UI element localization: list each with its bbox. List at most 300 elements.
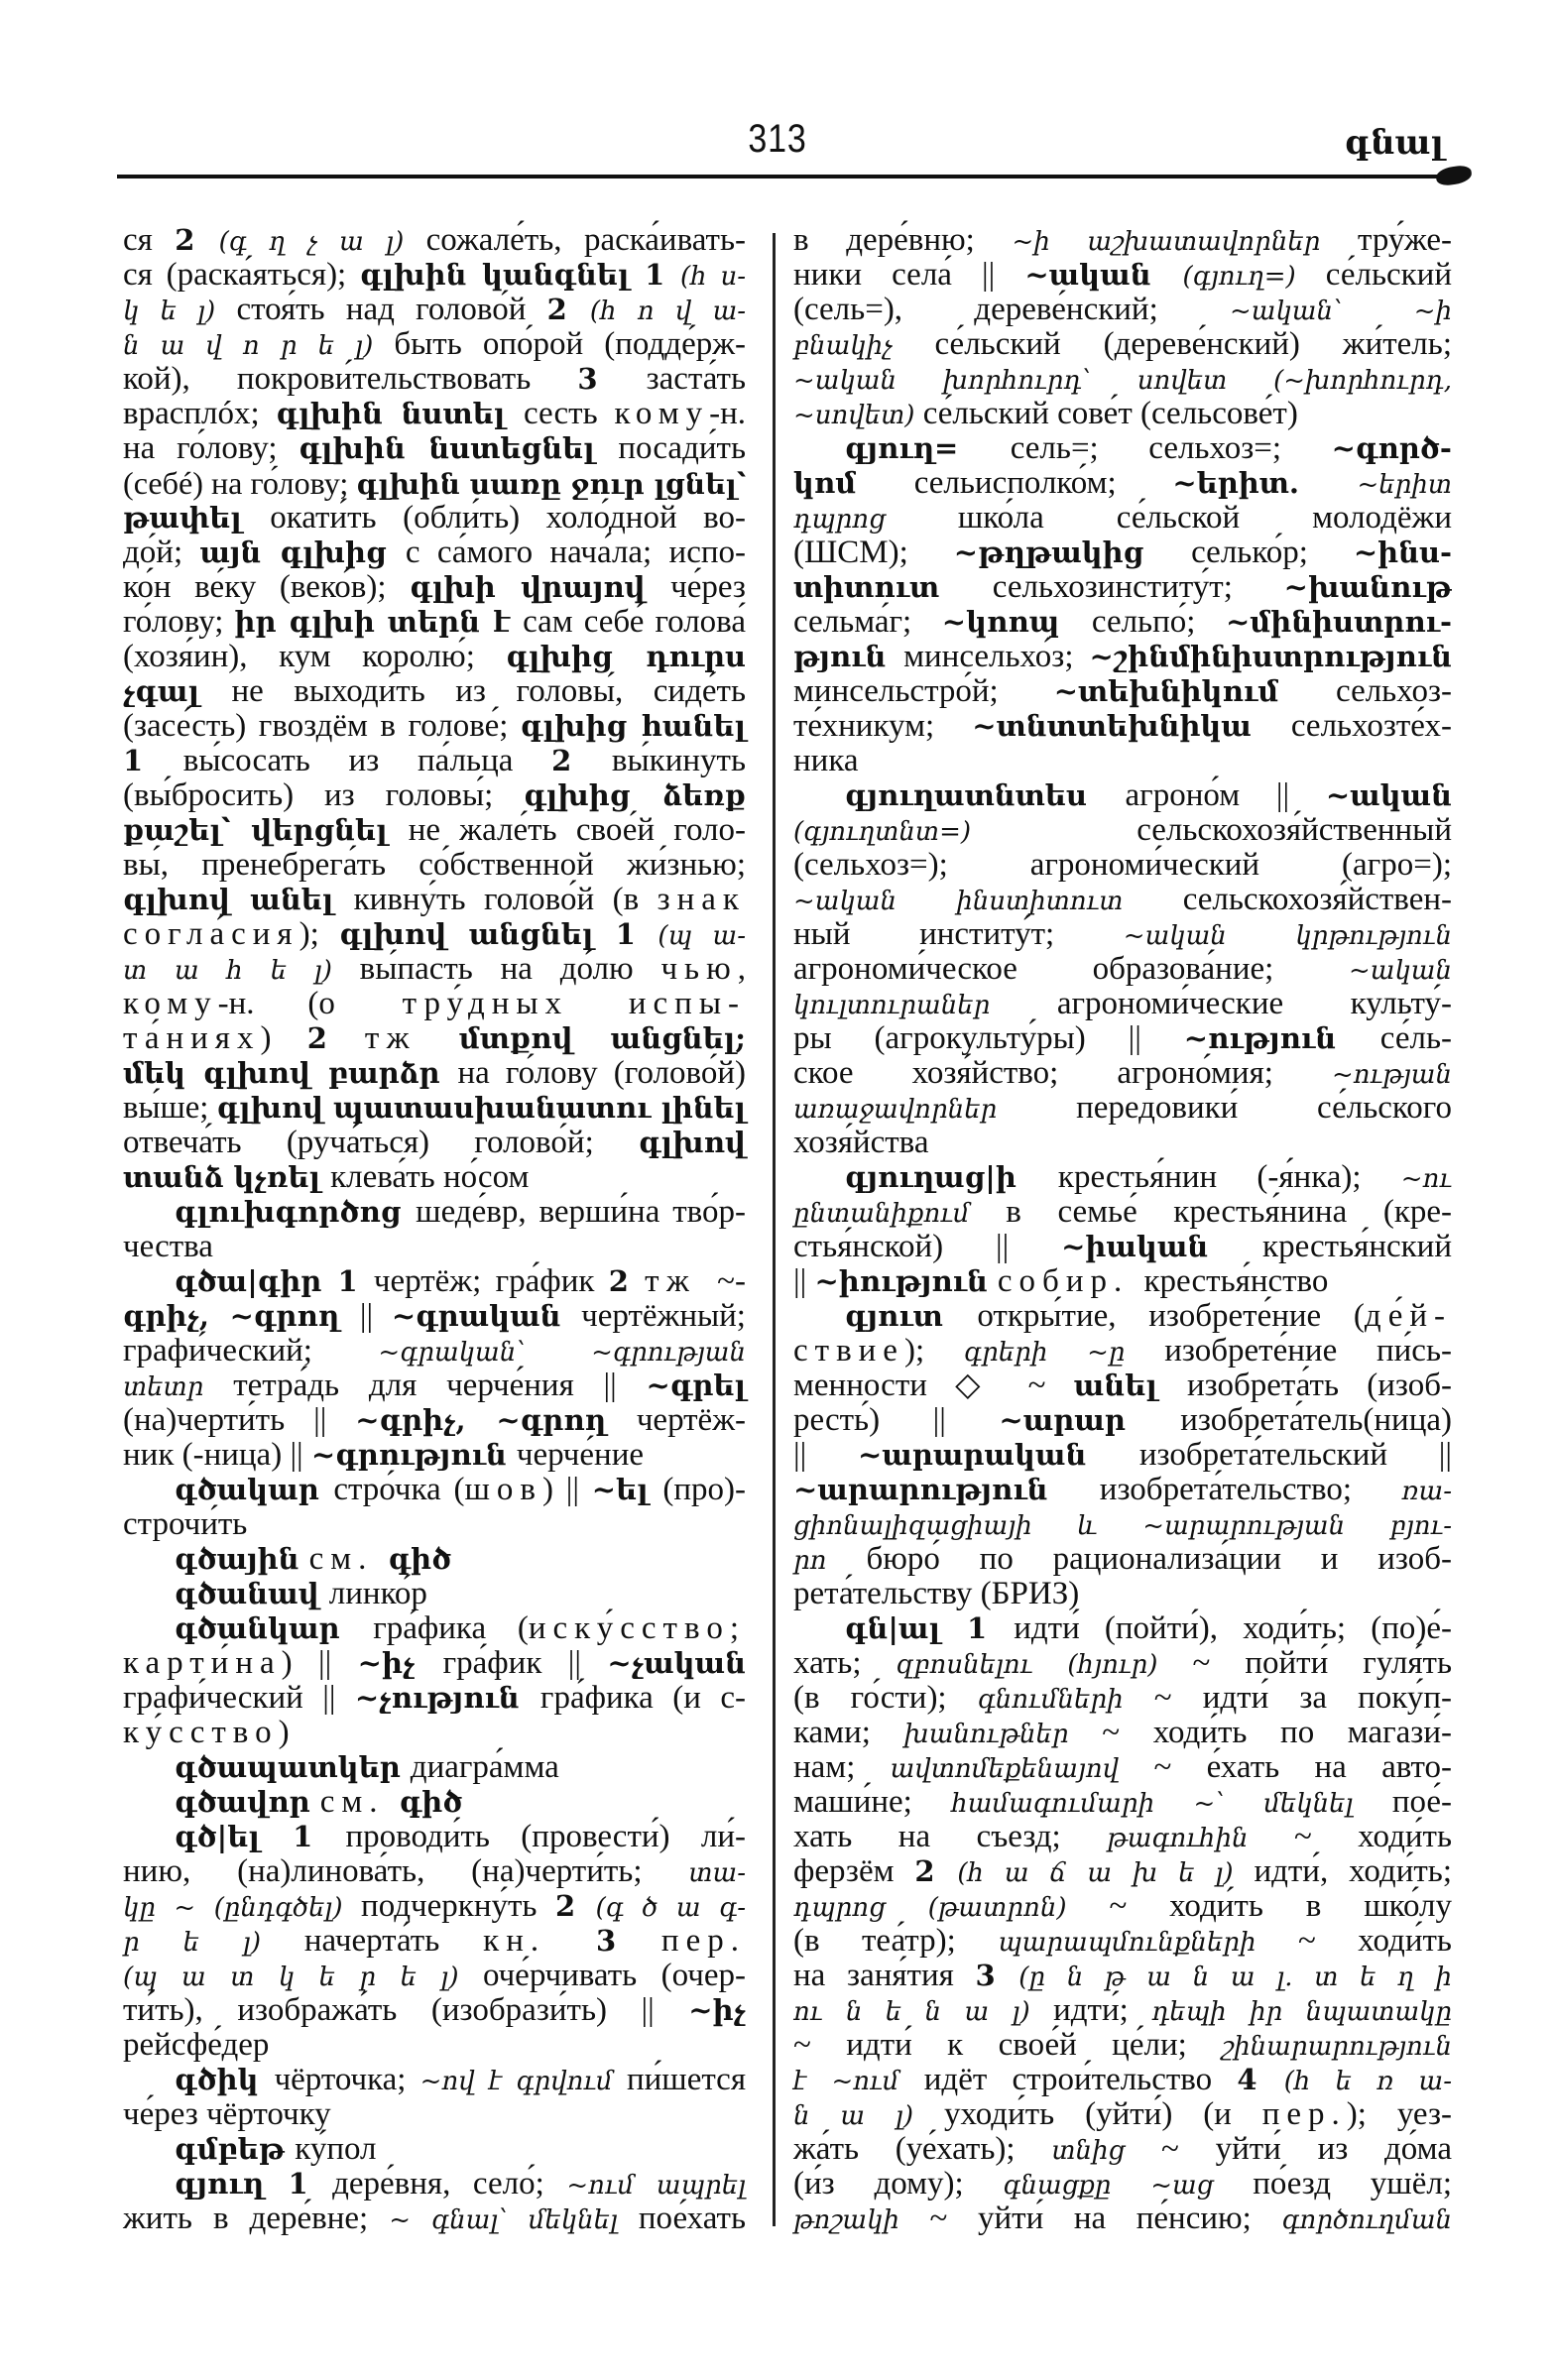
- spaced-label: согла́сия: [123, 916, 299, 952]
- armenian-italic: կուլտուրաներ: [793, 991, 1057, 1020]
- armenian-headword: գլխով: [639, 1126, 746, 1159]
- armenian-headword: գլխից ձեռք: [524, 778, 746, 812]
- armenian-italic: (գյուղտնտ=): [793, 817, 1137, 847]
- armenian-italic: ավտոմեքենայով: [890, 1754, 1154, 1784]
- russian-text: передовики́ се́льского: [1076, 1090, 1452, 1126]
- dictionary-line: [123, 1126, 746, 1160]
- russian-text: с са́мого нача́ла; испо-: [405, 535, 746, 570]
- russian-text: откры́тие, изобрете́ние (: [977, 1298, 1365, 1334]
- russian-text: нам;: [793, 1749, 891, 1785]
- dictionary-line: [793, 223, 1452, 258]
- russian-text: чертёж; гра́фик: [373, 1263, 609, 1299]
- russian-text: рета́тельству (БРИЗ): [793, 1576, 1080, 1611]
- armenian-italic: կ ե լ): [123, 297, 237, 326]
- russian-text: ~ е́хать на авто-: [1153, 1749, 1453, 1785]
- russian-text: се́льский: [1325, 257, 1452, 293]
- russian-text: че́рез: [670, 569, 746, 605]
- dictionary-line: [793, 640, 1452, 674]
- dictionary-line: [123, 1577, 746, 1611]
- left-column: [123, 223, 746, 2236]
- russian-text: на го́лову;: [123, 430, 299, 466]
- armenian-italic: ր ե լ): [123, 1928, 304, 1958]
- right-column: [793, 223, 1452, 2236]
- dictionary-line: [123, 1542, 746, 1577]
- armenian-italic: (պ ա տ կ ե ր ե լ): [123, 1963, 483, 1992]
- russian-text: ) ||: [281, 1645, 358, 1681]
- spaced-label: см.: [308, 1541, 389, 1577]
- armenian-italic: ~ական կրթություն: [1123, 921, 1452, 951]
- armenian-headword: ~գրություն: [310, 1438, 517, 1472]
- russian-text: селько́р;: [1191, 535, 1354, 570]
- armenian-headword: 3: [577, 362, 647, 396]
- armenian-headword: ~ել: [591, 1473, 663, 1506]
- russian-text: маши́не;: [793, 1784, 952, 1820]
- armenian-headword: գլխին սառը ջուր լցնել՝: [356, 467, 746, 501]
- russian-text: минсельхо́з;: [903, 639, 1090, 674]
- dictionary-line: [123, 1716, 746, 1750]
- russian-text: сельхоз-: [1336, 673, 1452, 709]
- armenian-headword: 1: [123, 744, 183, 777]
- russian-text: по́езд ушёл;: [1253, 2166, 1452, 2202]
- russian-text: рейсфе́дер: [123, 2027, 270, 2063]
- armenian-italic: տետր: [123, 1372, 234, 1402]
- dictionary-line: [123, 1438, 746, 1473]
- russian-text: крестья́нин (-я́нка);: [1057, 1159, 1401, 1195]
- russian-text: сельхозте́х-: [1290, 708, 1452, 744]
- armenian-headword: կոմ: [793, 466, 914, 500]
- russian-text: ся (раска́яться);: [123, 257, 361, 293]
- armenian-headword: գծանկար: [175, 1611, 374, 1645]
- armenian-italic: ~ական: [1349, 956, 1452, 986]
- dictionary-line: [123, 2202, 746, 2236]
- dictionary-line: [793, 952, 1452, 987]
- russian-text: в дере́вню;: [793, 222, 1013, 258]
- dictionary-line: [793, 1230, 1452, 1264]
- dictionary-line: [123, 466, 746, 501]
- russian-text: агрономи́ческое образова́ние;: [793, 951, 1350, 987]
- russian-text: вы́пасть на до́лю: [359, 951, 661, 987]
- armenian-headword: ~շինմինիստրություն: [1089, 640, 1452, 673]
- dictionary-line: [123, 883, 746, 917]
- dictionary-line: [793, 1264, 1452, 1299]
- armenian-headword: գյուղատնտես: [845, 778, 1126, 812]
- russian-text: сельисполко́м;: [913, 465, 1173, 501]
- dictionary-line: [793, 1368, 1452, 1403]
- spaced-label: о тру́дных испы-: [318, 986, 747, 1021]
- russian-text: оче́рчивать (очер-: [482, 1958, 746, 1993]
- russian-text: шко́ла се́льской молодёжи: [957, 500, 1452, 536]
- russian-text: диагра́мма: [410, 1749, 559, 1785]
- armenian-headword: ~ական: [1024, 258, 1183, 292]
- dictionary-line: [123, 778, 746, 813]
- armenian-headword: ~թղթակից: [953, 536, 1192, 569]
- dictionary-line: [793, 1160, 1452, 1195]
- dictionary-line: [123, 536, 746, 570]
- armenian-headword: գծապատկեր: [175, 1750, 411, 1784]
- dictionary-line: [793, 605, 1452, 640]
- dictionary-line: [123, 570, 746, 605]
- spaced-label: тж: [364, 1020, 459, 1056]
- armenian-headword: տիտուտ: [793, 570, 993, 604]
- russian-text: врасплóх;: [123, 396, 277, 431]
- dictionary-line: [123, 813, 746, 848]
- armenian-headword: չգալ: [123, 674, 232, 708]
- armenian-italic: տա-: [688, 1858, 746, 1888]
- russian-text: хать;: [793, 1645, 897, 1681]
- armenian-headword: 2: [555, 1889, 596, 1923]
- armenian-italic: համագումարի ~՝ մեկնել: [951, 1789, 1392, 1819]
- armenian-headword: 2: [551, 744, 612, 777]
- russian-text: строчи́ть: [123, 1506, 248, 1542]
- armenian-italic: բնակիչ: [793, 331, 935, 361]
- dictionary-line: [793, 1889, 1452, 1924]
- armenian-headword: գն|ալ 1: [845, 1611, 1015, 1645]
- dictionary-line: [793, 709, 1452, 744]
- russian-text: (засе́сть) гвоздём в голове́;: [123, 708, 521, 744]
- dictionary-line: [793, 1820, 1452, 1854]
- armenian-headword: գիծ: [388, 1542, 452, 1576]
- armenian-headword: ~երիտ.: [1172, 466, 1358, 500]
- dictionary-line: [123, 1646, 746, 1681]
- russian-text: стья́нской) ||: [793, 1229, 1062, 1264]
- russian-text: посади́ть: [618, 430, 746, 466]
- armenian-headword: ~իական: [1061, 1230, 1263, 1263]
- dictionary-line: [793, 1195, 1452, 1230]
- dictionary-line: [123, 1160, 746, 1195]
- armenian-headword: գծ|ել 1: [175, 1820, 346, 1853]
- dictionary-line: [123, 501, 746, 536]
- armenian-headword: ~գրել: [646, 1368, 746, 1402]
- dictionary-line: [793, 2132, 1452, 2167]
- russian-text: ~ ходи́ть в шко́лу: [1109, 1888, 1452, 1924]
- spaced-label: карти́на: [123, 1645, 282, 1681]
- armenian-headword: գլխից հանել: [520, 709, 746, 743]
- dictionary-line: [123, 2063, 746, 2097]
- russian-text: се́льский сове́т (сельсове́т): [922, 396, 1298, 431]
- dictionary-line: [123, 1403, 746, 1438]
- spaced-label: ку́сство: [123, 1715, 279, 1750]
- dictionary-line: [123, 1924, 746, 1959]
- spaced-label: знак: [657, 882, 746, 917]
- armenian-italic: ն ա վ ո ր ե լ): [123, 331, 395, 361]
- russian-text: ры (агрокульту́ры) ||: [793, 1020, 1184, 1056]
- russian-text: пое́-: [1391, 1784, 1453, 1820]
- dictionary-line: [793, 1542, 1452, 1577]
- armenian-headword: գլխին կանգնել 1: [360, 258, 680, 292]
- armenian-headword: քաշել՝ վերցնել: [123, 813, 409, 847]
- armenian-headword: 2: [914, 1854, 958, 1888]
- armenian-headword: գլխից դուրս: [506, 640, 746, 673]
- armenian-italic: ~ության: [1331, 1060, 1452, 1090]
- russian-text: вы́кинуть: [611, 743, 746, 778]
- armenian-italic: տ ա հ ե լ): [123, 956, 360, 986]
- russian-text: ками;: [793, 1715, 904, 1750]
- russian-text: сельма́г;: [793, 604, 942, 640]
- dictionary-line: [123, 2028, 746, 2063]
- dictionary-line: [123, 1820, 746, 1854]
- russian-text: чёрточка;: [274, 2062, 420, 2097]
- russian-text: ): [260, 1020, 307, 1056]
- dictionary-line: [793, 1854, 1452, 1889]
- dictionary-line: [793, 2028, 1452, 2063]
- dictionary-line: [793, 1021, 1452, 1056]
- russian-text: ресть́) ||: [793, 1402, 1000, 1438]
- dictionary-line: [123, 605, 746, 640]
- russian-text: ) ||: [541, 1472, 592, 1507]
- armenian-headword: անել: [1073, 1368, 1187, 1402]
- russian-text: идти́ (пойти́), ходи́ть; (по)е́-: [1014, 1610, 1452, 1646]
- dictionary-line: [793, 1507, 1452, 1542]
- armenian-headword: 2: [306, 1021, 365, 1055]
- dictionary-line: [793, 1473, 1452, 1507]
- armenian-headword: գծավոր: [175, 1785, 320, 1819]
- russian-text: ское хозя́йство; агроно́мия;: [793, 1055, 1332, 1091]
- armenian-headword: 2: [175, 223, 219, 257]
- dictionary-line: [793, 2063, 1452, 2097]
- dictionary-line: [793, 1959, 1452, 1993]
- spaced-label: собир.: [997, 1263, 1144, 1299]
- russian-text: те́хникум;: [793, 708, 973, 744]
- armenian-headword: գլխին նստել: [276, 397, 524, 430]
- header-rule: [117, 175, 1458, 178]
- armenian-italic: գնումների: [977, 1685, 1154, 1715]
- armenian-headword: գիծ: [399, 1785, 463, 1819]
- dictionary-line: [793, 536, 1452, 570]
- russian-text: сельскохозя́йственный: [1136, 812, 1452, 848]
- russian-text: шеде́вр, верши́на тво́р-: [416, 1194, 746, 1230]
- russian-text: вы́ше;: [123, 1090, 217, 1126]
- dictionary-line: [793, 1646, 1452, 1681]
- russian-text: чертёж-: [636, 1402, 746, 1438]
- dictionary-line: [793, 397, 1452, 431]
- russian-text: отвеча́ть (руча́ться) голово́й;: [123, 1125, 639, 1160]
- russian-text: ); уез-: [1346, 2096, 1452, 2132]
- russian-text: агроно́м ||: [1125, 777, 1326, 813]
- dictionary-line: [123, 1091, 746, 1126]
- armenian-headword: գլուխգործոց: [175, 1195, 417, 1229]
- dictionary-line: [123, 1334, 746, 1368]
- armenian-headword: թափել: [123, 501, 271, 535]
- dictionary-line: [123, 1785, 746, 1820]
- armenian-headword: թյուն: [793, 640, 904, 673]
- dictionary-line: [123, 258, 746, 293]
- russian-text: хозя́йства: [793, 1125, 929, 1160]
- russian-text: минсельстро́й;: [793, 673, 1054, 709]
- dictionary-line: [793, 2202, 1452, 2236]
- armenian-headword: ~խանութ: [1283, 570, 1452, 604]
- russian-text: линко́р: [328, 1576, 427, 1611]
- dictionary-line: [793, 1334, 1452, 1368]
- armenian-headword: ~ություն: [1183, 1021, 1380, 1055]
- dictionary-line: [123, 223, 746, 258]
- armenian-headword: գյուղ=: [845, 431, 1011, 465]
- dictionary-line: [123, 1959, 746, 1993]
- russian-text: ники села́ ||: [793, 257, 1025, 293]
- russian-text: кой), покрови́тельствовать: [123, 361, 578, 397]
- armenian-headword: ~ական: [1325, 778, 1452, 812]
- russian-text: уходи́ть (уйти́) (и: [943, 2096, 1262, 2132]
- spaced-label: пер.: [660, 1923, 746, 1959]
- russian-text: ): [278, 1715, 290, 1750]
- dictionary-line: [123, 709, 746, 744]
- russian-text: кивну́ть голово́й (в: [353, 882, 658, 917]
- spaced-label: кому: [123, 986, 218, 1021]
- armenian-headword: տանձ կչռել: [123, 1160, 331, 1194]
- russian-text: го́лову;: [123, 604, 235, 640]
- dictionary-line: [793, 1577, 1452, 1611]
- dictionary-line: [793, 293, 1452, 327]
- armenian-headword: 4: [1237, 2063, 1284, 2096]
- armenian-headword: գյուղ 1: [175, 2167, 333, 2201]
- russian-text: ||: [793, 1263, 815, 1299]
- armenian-italic: ~ական՝ ~ի: [1230, 297, 1452, 326]
- spaced-label: см.: [319, 1784, 400, 1820]
- dictionary-line: [793, 1785, 1452, 1820]
- russian-text: ся: [123, 222, 176, 258]
- dictionary-line: [123, 1750, 746, 1785]
- russian-text: черче́ние: [516, 1437, 645, 1473]
- armenian-italic: գործուղման: [1281, 2205, 1453, 2235]
- armenian-italic: (հ ա ճ ա խ ե լ): [957, 1858, 1255, 1888]
- dictionary-line: [793, 813, 1452, 848]
- dictionary-line: [123, 1889, 746, 1924]
- russian-text: ку́пол: [295, 2131, 377, 2167]
- russian-text: -н. (: [217, 986, 319, 1021]
- armenian-italic: ու ն ե ն ա լ): [793, 1997, 1054, 2027]
- dictionary-line: [793, 1611, 1452, 1646]
- russian-text: изобрета́тельский ||: [1138, 1437, 1452, 1473]
- russian-text: (сельхоз=); агрономи́ческий (агро=);: [793, 847, 1452, 883]
- armenian-headword: ~գործ-: [1331, 431, 1452, 465]
- armenian-italic: ընտանիքում: [793, 1199, 1007, 1229]
- dictionary-line: [123, 917, 746, 952]
- dictionary-line: [123, 1993, 746, 2028]
- armenian-italic: շինարարություն: [1222, 2032, 1452, 2062]
- dictionary-line: [793, 778, 1452, 813]
- armenian-headword: գլխի վրայով: [410, 570, 671, 604]
- russian-text: изобрете́ние пи́сь-: [1164, 1333, 1452, 1368]
- russian-text: нию, (на)линова́ть, (на)черти́ть;: [123, 1853, 689, 1889]
- armenian-italic: ~գրական՝ ~գրության: [378, 1338, 746, 1368]
- russian-text: ~-: [717, 1263, 747, 1299]
- russian-text: вы́сосать из па́льца: [182, 743, 552, 778]
- russian-text: сельпо́;: [1091, 604, 1226, 640]
- armenian-italic: ~ական ինստիտուտ: [793, 887, 1183, 916]
- dictionary-line: [793, 1716, 1452, 1750]
- armenian-italic: տնից: [1051, 2136, 1161, 2166]
- armenian-headword: ~արար: [999, 1403, 1181, 1437]
- spaced-label: шов: [464, 1472, 542, 1507]
- dictionary-line: [123, 744, 746, 778]
- dictionary-line: [793, 431, 1452, 466]
- dictionary-line: [123, 640, 746, 674]
- dictionary-line: [793, 2097, 1452, 2132]
- dictionary-line: [793, 1403, 1452, 1438]
- dictionary-line: [793, 1924, 1452, 1959]
- armenian-headword: 3: [975, 1959, 1019, 1992]
- armenian-headword: ~գրիչ, ~գրող: [355, 1403, 637, 1437]
- dictionary-line: [793, 466, 1452, 501]
- armenian-headword: գմբեթ: [175, 2132, 296, 2166]
- russian-text: проводи́ть (провести́) ли́-: [345, 1819, 746, 1854]
- spaced-label: кн.: [483, 1923, 596, 1959]
- armenian-italic: (հ ո վ ա-: [589, 297, 747, 326]
- russian-text: хать на съезд;: [793, 1819, 1108, 1854]
- russian-text: ||: [359, 1298, 392, 1334]
- russian-text: ~ идти́ за поку́п-: [1153, 1680, 1452, 1716]
- armenian-italic: (ը ն թ ա ն ա լ. տ ե ղ ի: [1018, 1963, 1453, 1992]
- dictionary-line: [793, 1993, 1452, 2028]
- russian-text: (ШСМ);: [793, 535, 954, 570]
- dictionary-line: [793, 327, 1452, 362]
- russian-text: начерта́ть: [303, 1923, 484, 1959]
- dictionary-line: [123, 2132, 746, 2167]
- russian-text: ~ ходи́ть: [1293, 1819, 1452, 1854]
- dictionary-line: [793, 848, 1452, 883]
- russian-text: агрономи́ческие культу́-: [1056, 986, 1452, 1021]
- armenian-italic: դեպի իր նպատակը: [1151, 1997, 1452, 2027]
- russian-text: ~ пойти́ гуля́ть: [1192, 1645, 1453, 1681]
- armenian-italic: ~ու: [1400, 1164, 1453, 1194]
- armenian-headword: 3: [596, 1924, 661, 1958]
- russian-text: графи́ческий;: [123, 1333, 379, 1368]
- russian-text: изобрета́тель(ница): [1180, 1402, 1452, 1438]
- armenian-italic: զբոսնելու (հյուր): [896, 1650, 1193, 1680]
- armenian-headword: ~իություն: [814, 1264, 998, 1298]
- dictionary-line: [793, 1750, 1452, 1785]
- russian-text: гра́фика (и с-: [539, 1680, 746, 1716]
- dictionary-line: [123, 397, 746, 431]
- russian-text: -н.: [709, 396, 747, 431]
- russian-text: (и́з дому);: [793, 2166, 1004, 2202]
- russian-text: гра́фик ||: [442, 1645, 608, 1681]
- armenian-headword: 2: [546, 293, 590, 326]
- armenian-italic: խանութներ: [903, 1720, 1103, 1749]
- russian-text: гра́фика (: [373, 1610, 529, 1646]
- armenian-italic: առաջավորներ: [793, 1095, 1077, 1125]
- dictionary-line: [123, 293, 746, 327]
- russian-text: (вы́бросить) из головы́;: [123, 777, 525, 813]
- armenian-italic: է ~ում: [793, 2067, 924, 2096]
- russian-text: сель=; сельхоз=;: [1010, 430, 1332, 466]
- russian-text: тру́же-: [1358, 222, 1452, 258]
- russian-text: пое́хать: [638, 2201, 746, 2236]
- spaced-label: иску́сство;: [528, 1610, 746, 1646]
- russian-text: че́рез чёрточку: [123, 2096, 331, 2132]
- armenian-italic: ~սովետ): [793, 401, 923, 430]
- armenian-italic: ն ա լ): [793, 2101, 944, 2131]
- dictionary-line: [793, 2167, 1452, 2202]
- dictionary-line: [123, 1056, 746, 1091]
- russian-text: ника: [793, 743, 859, 778]
- armenian-italic: պարապմունքների: [998, 1928, 1298, 1958]
- dictionary-line: [123, 952, 746, 987]
- armenian-italic: դպրոց: [793, 505, 958, 535]
- russian-text: (в теа́тр);: [793, 1923, 999, 1959]
- armenian-headword: գյուղաց|ի: [845, 1160, 1058, 1194]
- russian-text: дере́вня, село́;: [332, 2166, 567, 2202]
- russian-text: не выходи́ть из головы́, сиде́ть: [231, 673, 746, 709]
- armenian-headword: մտքով անցնել;: [458, 1021, 746, 1055]
- russian-text: (хозя́ин), кум королю́;: [123, 639, 507, 674]
- dictionary-line: [123, 1681, 746, 1716]
- armenian-italic: (հ ս-: [679, 262, 746, 292]
- armenian-headword: գծանավ: [175, 1577, 329, 1610]
- spaced-label: пер.: [1261, 2096, 1347, 2132]
- russian-text: сельхозинститу́т;: [992, 569, 1284, 605]
- armenian-headword: ~մինիստրու-: [1226, 605, 1452, 639]
- armenian-headword: ~տեխնիկում: [1053, 674, 1337, 708]
